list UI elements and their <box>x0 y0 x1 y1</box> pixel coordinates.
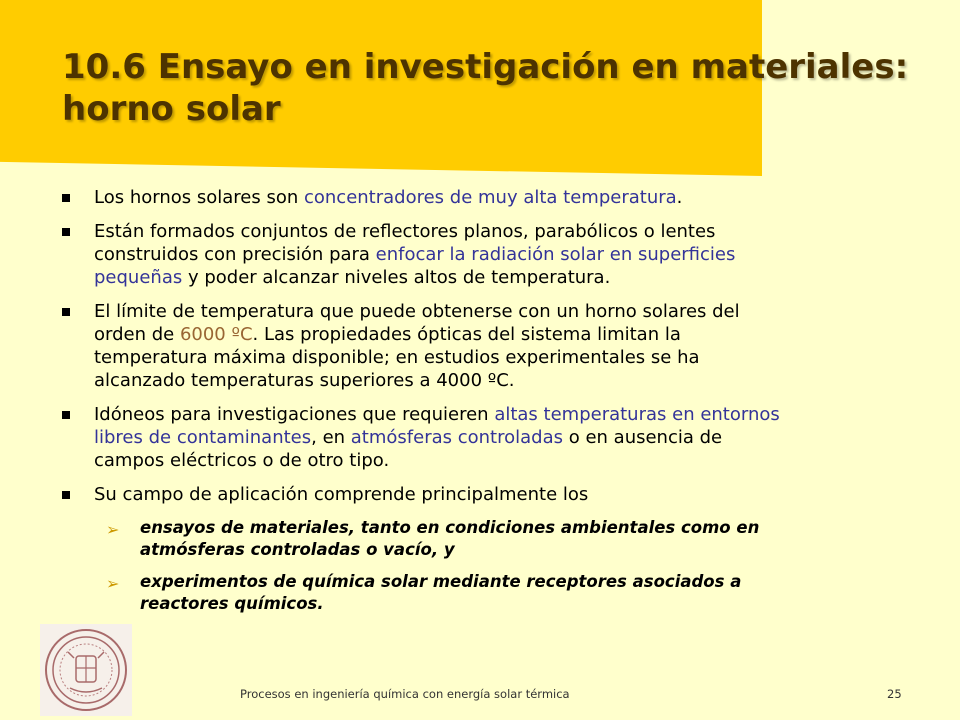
footer-text: Procesos en ingeniería química con energía solar térmica <box>240 687 570 701</box>
bullet-text: . <box>676 187 683 208</box>
arrow-bullet-icon: ➢ <box>106 574 120 593</box>
subbullet-item <box>62 571 902 615</box>
bullet-item <box>62 300 902 392</box>
subbullet-line: experimentos de química solar mediante receptores asociados a <box>140 572 742 591</box>
bullet-line <box>94 403 902 426</box>
bullet-line <box>94 323 902 346</box>
slide-title-line: horno solar <box>62 89 281 129</box>
bullet-line <box>94 300 902 323</box>
square-bullet-icon <box>62 411 70 419</box>
bullet-text: alcanzado temperaturas superiores a 4000 ºC. <box>94 370 515 391</box>
bullet-line <box>94 266 902 289</box>
bullet-text: orden de <box>94 324 180 345</box>
highlighted-text: pequeñas <box>94 267 183 288</box>
slide-content <box>62 186 902 625</box>
highlighted-text: concentradores de muy alta temperatura <box>303 187 677 208</box>
arrow-bullet-icon: ➢ <box>106 520 120 539</box>
bullet-text: campos eléctricos o de otro tipo. <box>94 450 390 471</box>
subbullet-line: ensayos de materiales, tanto en condiciones ambientales como en <box>140 518 760 537</box>
bullet-line <box>94 369 902 392</box>
highlighted-text: atmósferas controladas <box>350 427 563 448</box>
bullet-line <box>94 449 902 472</box>
bullet-item <box>62 220 902 289</box>
highlighted-text: libres de contaminantes <box>94 427 312 448</box>
bullet-text: El límite de temperatura que puede obtenerse con un horno solares del <box>94 301 740 322</box>
slide-title <box>62 46 922 130</box>
square-bullet-icon <box>62 308 70 316</box>
bullet-line <box>94 243 902 266</box>
bullet-text: Idóneos para investigaciones que requieren <box>94 404 495 425</box>
university-seal-icon <box>40 624 132 716</box>
page-number: 25 <box>887 687 902 701</box>
bullet-line <box>94 346 902 369</box>
square-bullet-icon <box>62 491 70 499</box>
bullet-item <box>62 186 902 209</box>
bullet-item <box>62 483 902 506</box>
bullet-line <box>94 483 902 506</box>
bullet-line <box>94 426 902 449</box>
bullet-line <box>94 186 902 209</box>
bullet-text: Su campo de aplicación comprende principalmente los <box>94 484 589 505</box>
square-bullet-icon <box>62 228 70 236</box>
bullet-text: , en <box>311 427 351 448</box>
bullet-text: construidos con precisión para <box>94 244 376 265</box>
bullet-text: Los hornos solares son <box>94 187 304 208</box>
bullet-text: temperatura máxima disponible; en estudios experimentales se ha <box>94 347 700 368</box>
bullet-text: o en ausencia de <box>563 427 723 448</box>
slide-title-line: 10.6 Ensayo en investigación en materiales: <box>62 47 909 87</box>
bullet-item <box>62 403 902 472</box>
university-seal-icon <box>40 624 132 716</box>
bullet-text: Están formados conjuntos de reflectores planos, parabólicos o lentes <box>94 221 716 242</box>
square-bullet-icon <box>62 194 70 202</box>
subbullet-item <box>62 517 902 561</box>
subbullet-line: atmósferas controladas o vacío, y <box>140 540 455 559</box>
bullet-text: y poder alcanzar niveles altos de temperatura. <box>182 267 611 288</box>
highlighted-text: 6000 ºC <box>179 324 253 345</box>
subbullet-line: reactores químicos. <box>140 594 324 613</box>
bullet-line <box>94 220 902 243</box>
bullet-text: . Las propiedades ópticas del sistema limitan la <box>252 324 681 345</box>
highlighted-text: altas temperaturas en entornos <box>494 404 780 425</box>
highlighted-text: enfocar la radiación solar en superficies <box>375 244 736 265</box>
